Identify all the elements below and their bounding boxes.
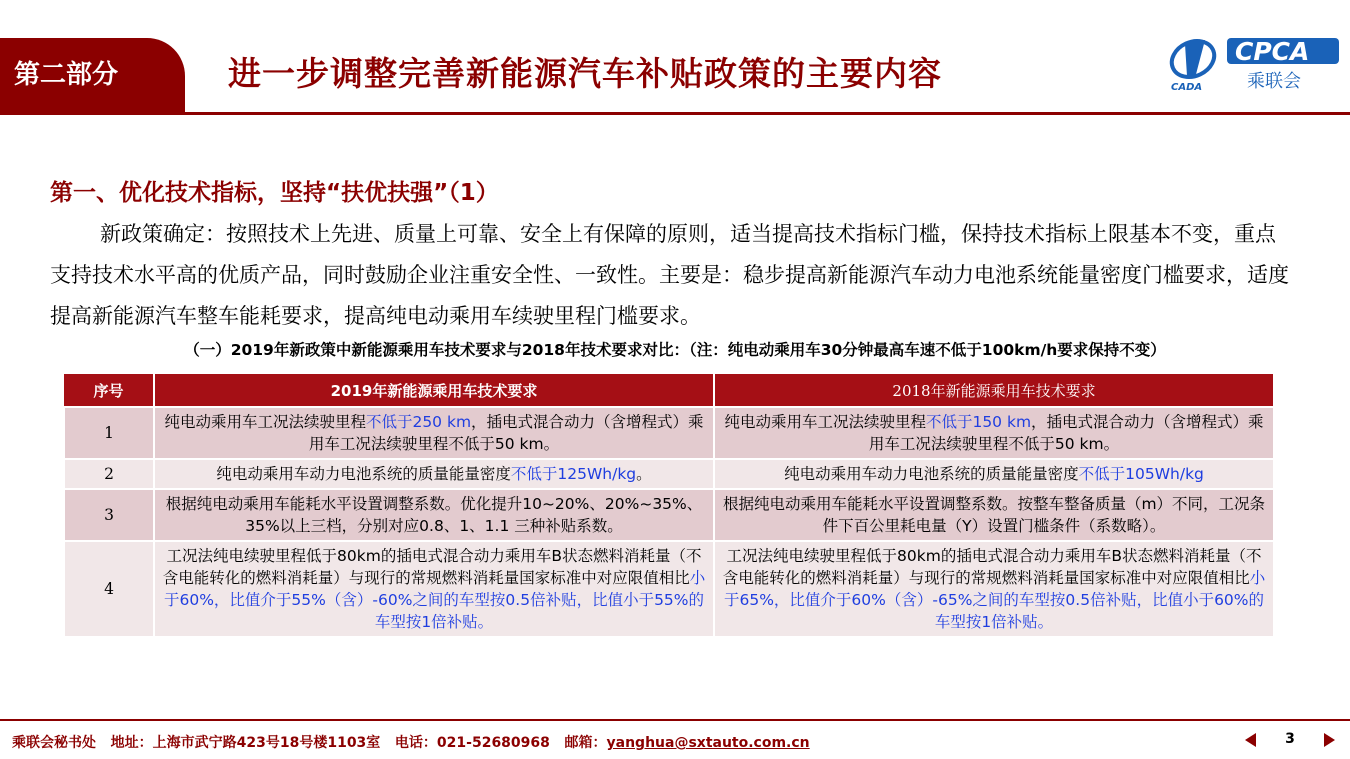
- table-row: [64, 489, 1274, 541]
- header-2018: 2018年新能源乘用车技术要求: [714, 374, 1274, 407]
- highlight-text: 不低于250 km: [365, 413, 472, 431]
- section-subtitle: 第一、优化技术指标，坚持“扶优扶强”（1）: [50, 180, 499, 206]
- cell-2018: [714, 541, 1274, 637]
- table-row: [64, 407, 1274, 459]
- cell-2018: [714, 459, 1274, 489]
- row-number: 3: [64, 489, 154, 541]
- pager: [1245, 731, 1335, 751]
- table-row: [64, 541, 1274, 637]
- highlight-text: 不低于105Wh/kg: [1078, 465, 1204, 483]
- cell-text: ，插电式混合动力（含增程式）乘用车工况法续驶里程不低于50 km。: [308, 413, 704, 453]
- footer-email-label: 邮箱：: [564, 735, 607, 751]
- footer-phone: 电话：021-52680968: [394, 735, 550, 751]
- cell-text: 纯电动乘用车工况法续驶里程: [724, 413, 926, 431]
- intro-paragraph-text: 新政策确定：按照技术上先进、质量上可靠、安全上有保障的原则，适当提高技术指标门槛，保持技术指标上限基本不变，重点支持技术水平高的优质产品，同时鼓励企业注重安全性、一致性。主要是：稳步提高新能源汽车动力电池系统能量密度门槛要求，适度提高新能源汽车整车能耗要求，提高纯电动乘用车续驶里程门槛要求。: [50, 222, 1289, 328]
- header-index: 序号: [64, 374, 154, 407]
- prev-page-arrow-icon[interactable]: [1245, 733, 1256, 747]
- header-2019: 2019年新能源乘用车技术要求: [154, 374, 714, 407]
- cell-2019: [154, 407, 714, 459]
- cell-2019: [154, 489, 714, 541]
- logo-main-text: CPCA: [1235, 37, 1310, 66]
- logo-sub-text: 乘联会: [1247, 71, 1301, 92]
- cell-text: ，插电式混合动力（含增程式）乘用车工况法续驶里程不低于50 km。: [868, 413, 1264, 453]
- cell-text: 。: [636, 465, 652, 483]
- highlight-text: 不低于125Wh/kg: [510, 465, 637, 483]
- cell-text: 纯电动乘用车工况法续驶里程: [164, 413, 366, 431]
- cell-2019: [154, 459, 714, 489]
- table-header-row: [64, 374, 1274, 407]
- footer-divider: [0, 719, 1350, 721]
- row-number: 1: [64, 407, 154, 459]
- row-number: 2: [64, 459, 154, 489]
- cell-2018: [714, 407, 1274, 459]
- cell-text: 根据纯电动乘用车能耗水平设置调整系数。优化提升10~20%、20%~35%、35%以上三档，分别对应0.8、1、1.1 三种补贴系数。: [165, 495, 703, 535]
- footer-contact: [12, 732, 810, 752]
- row-number: 4: [64, 541, 154, 637]
- cell-text: 工况法纯电续驶里程低于80km的插电式混合动力乘用车B状态燃料消耗量（不含电能转化的燃料消耗量）与现行的常规燃料消耗量国家标准中对应限值相比: [162, 547, 702, 587]
- cell-2019: [154, 541, 714, 637]
- footer-address: 地址：上海市武宁路423号18号楼1103室: [110, 735, 381, 751]
- logo-left-text: CADA: [1171, 82, 1203, 93]
- header-divider: [0, 112, 1350, 115]
- highlight-text: 小于65%，比值介于60%（含）-65%之间的车型按0.5倍补贴，比值小于60%的车型按1倍补贴。: [723, 569, 1266, 631]
- cell-2018: [714, 489, 1274, 541]
- cpca-logo: [1165, 32, 1345, 94]
- cell-text: 工况法纯电续驶里程低于80km的插电式混合动力乘用车B状态燃料消耗量（不含电能转化的燃料消耗量）与现行的常规燃料消耗量国家标准中对应限值相比: [722, 547, 1262, 587]
- comparison-table: [63, 374, 1275, 638]
- page-title: 进一步调整完善新能源汽车补贴政策的主要内容: [228, 54, 942, 93]
- footer-org: 乘联会秘书处: [12, 735, 96, 751]
- table-caption: （一）2019年新政策中新能源乘用车技术要求与2018年技术要求对比：（注：纯电动乘用车30分钟最高车速不低于100km/h要求保持不变）: [184, 341, 1166, 359]
- next-page-arrow-icon[interactable]: [1324, 733, 1335, 747]
- intro-paragraph: [50, 214, 1290, 337]
- cell-text: 纯电动乘用车动力电池系统的质量能量密度: [784, 465, 1079, 483]
- footer-email-link[interactable]: yanghua@sxtauto.com.cn: [606, 735, 810, 751]
- section-tab: 第二部分: [0, 38, 185, 112]
- highlight-text: 不低于150 km: [925, 413, 1032, 431]
- page-number: 3: [1285, 731, 1295, 747]
- cell-text: 根据纯电动乘用车能耗水平设置调整系数。按整车整备质量（m）不同，工况条件下百公里耗电量（Y）设置门槛条件（系数略）。: [722, 495, 1266, 535]
- highlight-text: 小于60%，比值介于55%（含）-60%之间的车型按0.5倍补贴，比值小于55%的车型按1倍补贴。: [163, 569, 706, 631]
- table-row: [64, 459, 1274, 489]
- cell-text: 纯电动乘用车动力电池系统的质量能量密度: [216, 465, 511, 483]
